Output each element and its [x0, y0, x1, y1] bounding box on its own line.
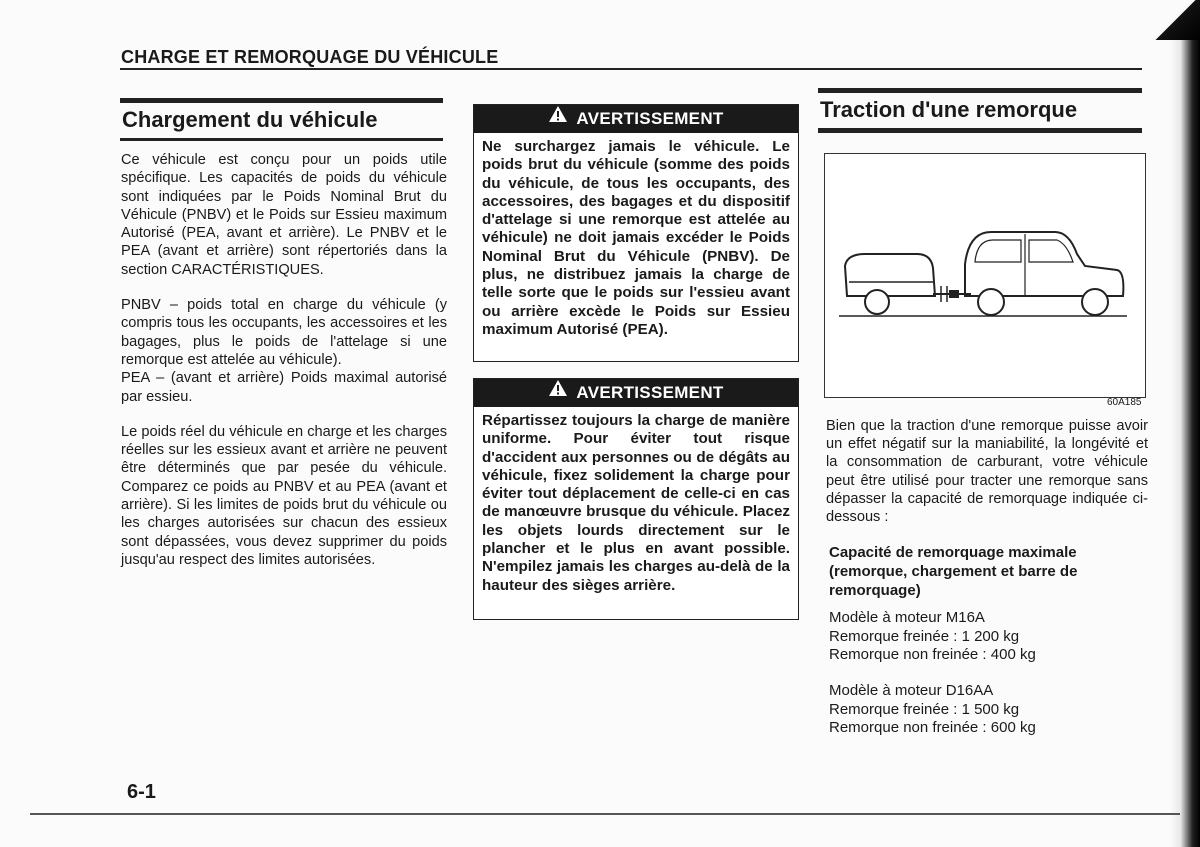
warning-header — [474, 379, 798, 407]
left-heading-block — [120, 98, 443, 141]
section-title: CHARGE ET REMORQUAGE DU VÉHICULE — [121, 47, 499, 67]
spec-block-d16aa — [829, 682, 1149, 738]
capacity-title: Capacité de remorquage maximale (remorque, chargement et barre de remorquage) — [829, 544, 1078, 599]
right-intro — [826, 417, 1148, 543]
paragraph-towing-intro: Bien que la traction d'une remorque puisse avoir un effet négatif sur la maniabilité, la longévité et la consommation de carburant, votre véhicule peut être utilisé pour tracter une remorque sans dépasser la capacité de remorquage indiquée ci-dessous : — [826, 418, 1148, 526]
warning-header — [474, 105, 798, 133]
braked-capacity: Remorque freinée : 1 200 kg — [829, 627, 1020, 645]
car-with-trailer-icon — [825, 154, 1145, 397]
page-corner-shadow — [1140, 0, 1200, 40]
bottom-rule — [30, 813, 1180, 815]
warning-triangle-icon — [548, 378, 568, 406]
right-heading: Traction d'une remorque — [820, 97, 1078, 122]
unbraked-capacity: Remorque non freinée : 600 kg — [829, 719, 1036, 736]
model-name: Modèle à moteur M16A — [829, 609, 985, 626]
figure-code: 60A185 — [1107, 397, 1142, 408]
warning-text: Répartissez toujours la charge de manière uniforme. Pour éviter tout risque d'accident aux personnes ou de dégâts au véhicule, fixez solidement la charge pour éviter tout déplacement de celle-ci en cas de manœuvre brusque du véhicule. Placez les objets lourds directement sur le plancher et le plus en avant possible. N'empilez jamais les charges au-delà de la hauteur des sièges arrière. — [482, 412, 790, 594]
paragraph-intro: Ce véhicule est conçu pour un poids utile spécifique. Les capacités de poids du véhicule sont indiquées par le Poids Nominal Brut du Véhicule (PNBV) et le Poids sur Essieu maximum Autorisé (PEA, avant et arrière). Le PNBV et le PEA (avant et arrière) sont répertoriés dans la section CARACTÉRISTIQUES. — [121, 152, 447, 278]
braked-capacity: Remorque freinée : 1 500 kg — [829, 700, 1020, 718]
warning-box-overload — [473, 104, 799, 362]
paragraph-pea: PEA – (avant et arrière) Poids maximal autorisé par essieu. — [121, 370, 447, 405]
heading-bottom-bar — [120, 138, 443, 141]
left-body — [121, 151, 447, 586]
model-name: Modèle à moteur D16AA — [829, 682, 994, 699]
paragraph-weighing: Le poids réel du véhicule en charge et les charges réelles sur les essieux avant et arrière ne peuvent être déterminés que par pesée du véhicule. Comparez ce poids au PNBV et au PEA (avant et arrière). Si les limites de poids brut du véhicule ou les charges autorisées sur chacun des essieux sont dépassées, vous devez supprimer du poids jusqu'au respect des limites autorisées. — [121, 423, 447, 568]
warning-box-distribution — [473, 378, 799, 620]
top-rule — [120, 68, 1142, 70]
unbraked-capacity: Remorque non freinée : 400 kg — [829, 646, 1036, 663]
page-number: 6-1 — [127, 781, 156, 803]
left-heading: Chargement du véhicule — [122, 107, 378, 132]
warning-title: AVERTISSEMENT — [576, 383, 724, 402]
spec-block-m16a — [829, 609, 1149, 665]
warning-title: AVERTISSEMENT — [576, 109, 724, 128]
heading-bottom-bar — [818, 128, 1142, 133]
warning-text: Ne surchargez jamais le véhicule. Le poids brut du véhicule (somme des poids du véhicule, de tous les occupants, des accessoires, des bagages et du dispositif d'attelage si une remorque est attelée au véhicule) ne doit jamais excéder le Poids Nominal Brut du Véhicule (PNBV). De plus, ne distribuez jamais la charge de telle sorte que le poids sur l'essieu avant ou arrière excède le Poids sur Essieu maximum Autorisé (PEA). — [482, 138, 790, 338]
page-edge-shadow — [1170, 0, 1200, 847]
trailer-illustration — [824, 153, 1146, 398]
paragraph-pnbv: PNBV – poids total en charge du véhicule (y compris tous les occupants, les accessoires et les bagages, plus le poids de l'attelage si une remorque est attelée au véhicule). — [121, 297, 447, 368]
right-heading-block — [818, 88, 1142, 133]
warning-triangle-icon — [548, 104, 568, 132]
